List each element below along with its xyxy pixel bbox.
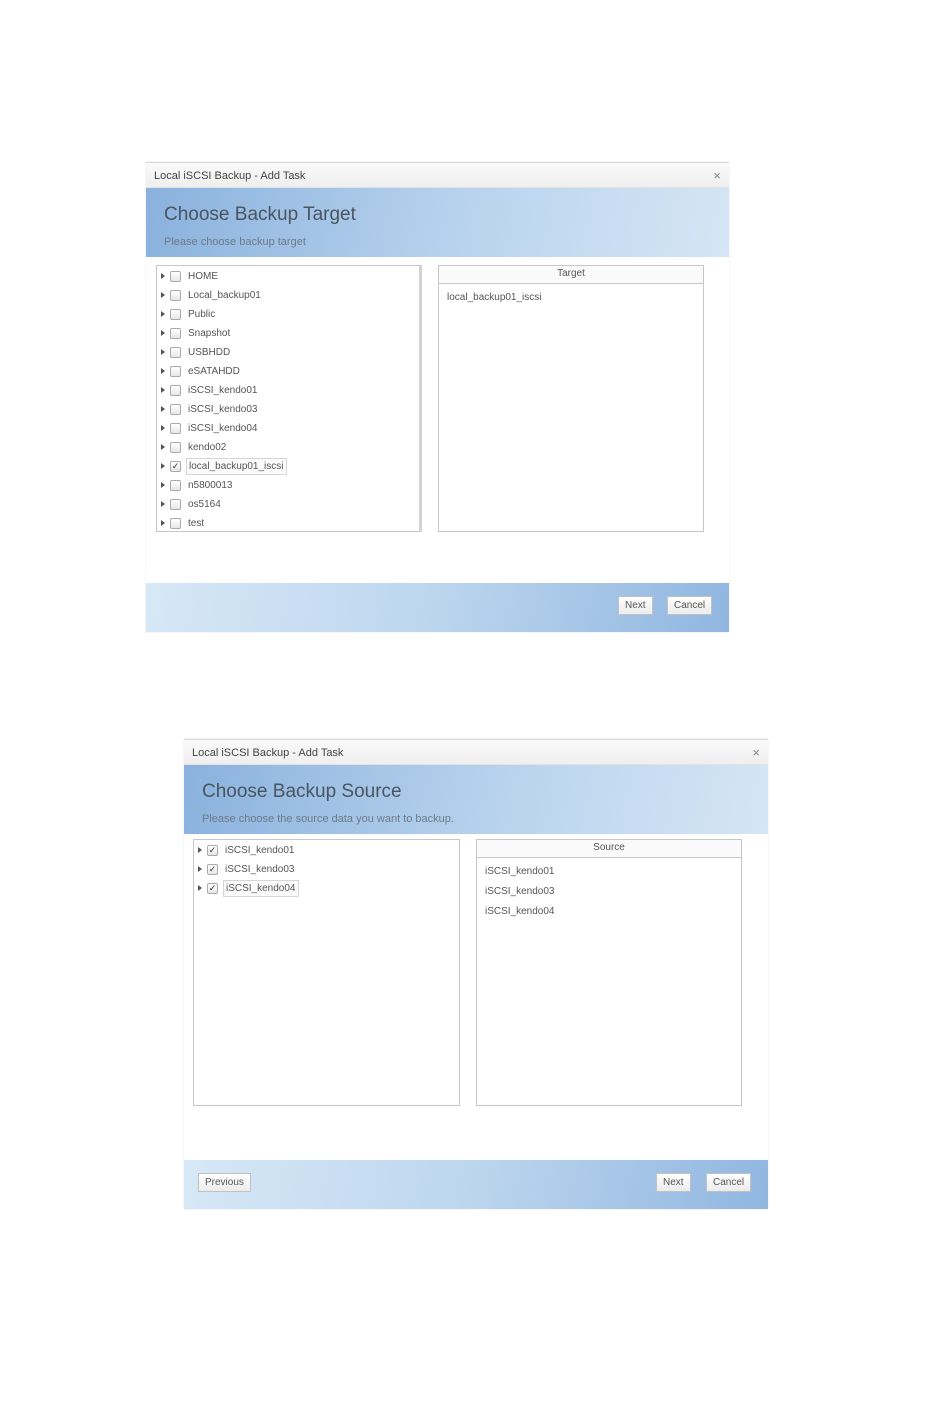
tree-item-label[interactable]: iSCSI_kendo04 — [223, 880, 299, 897]
expand-arrow-icon[interactable] — [161, 425, 165, 431]
tree-item-checkbox[interactable] — [170, 404, 181, 415]
dialog-titlebar — [184, 739, 768, 765]
tree-item-label[interactable]: local_backup01_iscsi — [186, 458, 287, 475]
tree-item-label[interactable]: HOME — [188, 271, 218, 282]
tree-item-checkbox[interactable]: ✓ — [208, 845, 217, 855]
source-list — [477, 858, 741, 922]
tree-item-checkbox[interactable] — [170, 518, 181, 529]
target-column-header: Target — [439, 266, 703, 284]
tree-item-label[interactable]: iSCSI_kendo01 — [225, 845, 295, 856]
tree-item[interactable] — [157, 343, 419, 362]
next-button[interactable]: Next — [618, 596, 653, 615]
volume-tree-panel[interactable] — [193, 839, 460, 1106]
target-list-panel — [438, 265, 704, 532]
close-icon[interactable]: × — [752, 745, 760, 760]
list-item: iSCSI_kendo01 — [485, 866, 555, 877]
tree-item[interactable] — [157, 457, 419, 476]
expand-arrow-icon[interactable] — [161, 368, 165, 374]
tree-item[interactable] — [157, 362, 419, 381]
expand-arrow-icon[interactable] — [161, 501, 165, 507]
tree-item-label[interactable]: iSCSI_kendo01 — [188, 385, 258, 396]
tree-item[interactable] — [157, 400, 419, 419]
dialog-footer — [184, 1160, 768, 1209]
expand-arrow-icon[interactable] — [161, 482, 165, 488]
dialog-heading: Choose Backup Target — [164, 204, 356, 225]
tree-item-label[interactable]: eSATAHDD — [188, 366, 240, 377]
tree-item-checkbox[interactable] — [170, 499, 181, 510]
tree-item-checkbox[interactable] — [170, 290, 181, 301]
expand-arrow-icon[interactable] — [161, 520, 165, 526]
tree-item[interactable] — [157, 324, 419, 343]
list-item: iSCSI_kendo04 — [485, 906, 555, 917]
cancel-button[interactable]: Cancel — [667, 596, 712, 615]
list-item: local_backup01_iscsi — [447, 292, 542, 303]
backup-source-dialog — [184, 739, 768, 1209]
dialog-subheading: Please choose backup target — [164, 236, 306, 248]
tree-item-checkbox[interactable] — [170, 309, 181, 320]
expand-arrow-icon[interactable] — [161, 387, 165, 393]
tree-item-checkbox[interactable] — [170, 423, 181, 434]
tree-item-label[interactable]: test — [188, 518, 205, 529]
list-item: iSCSI_kendo03 — [485, 886, 555, 897]
tree-item[interactable] — [157, 286, 419, 305]
expand-arrow-icon[interactable] — [161, 311, 165, 317]
tree-item[interactable] — [157, 305, 419, 324]
tree-item-checkbox[interactable] — [170, 442, 181, 453]
dialog-banner — [146, 188, 729, 257]
expand-arrow-icon[interactable] — [161, 463, 165, 469]
dialog-title: Local iSCSI Backup - Add Task — [154, 170, 306, 182]
tree-item[interactable] — [194, 860, 459, 879]
expand-arrow-icon[interactable] — [161, 273, 165, 279]
tree-item-checkbox[interactable]: ✓ — [208, 864, 217, 874]
tree-item-label[interactable]: Local_backup01 — [188, 290, 261, 301]
dialog-titlebar — [146, 162, 729, 188]
tree-item-label[interactable]: n5800013 — [188, 480, 233, 491]
source-list-panel — [476, 839, 742, 1106]
tree-item[interactable] — [157, 381, 419, 400]
tree-item-label[interactable]: iSCSI_kendo03 — [188, 404, 258, 415]
dialog-footer — [146, 583, 729, 632]
cancel-button[interactable]: Cancel — [706, 1173, 751, 1192]
tree-item-checkbox[interactable] — [170, 347, 181, 358]
dialog-title: Local iSCSI Backup - Add Task — [192, 747, 344, 759]
backup-target-dialog — [146, 162, 729, 632]
tree-item[interactable] — [157, 476, 419, 495]
close-icon[interactable]: × — [713, 168, 721, 183]
tree-item-checkbox[interactable]: ✓ — [171, 461, 180, 471]
tree-item-label[interactable]: Snapshot — [188, 328, 231, 339]
tree-item-checkbox[interactable] — [170, 328, 181, 339]
dialog-subheading: Please choose the source data you want to backup. — [202, 813, 454, 825]
source-column-header: Source — [477, 840, 741, 858]
tree-item-label[interactable]: kendo02 — [188, 442, 227, 453]
tree-item-label[interactable]: iSCSI_kendo04 — [188, 423, 258, 434]
dialog-banner — [184, 765, 768, 834]
tree-item-label[interactable]: USBHDD — [188, 347, 231, 358]
expand-arrow-icon[interactable] — [198, 866, 202, 872]
tree-item-label[interactable]: Public — [188, 309, 216, 320]
tree-item-checkbox[interactable] — [170, 385, 181, 396]
tree-item-label[interactable]: iSCSI_kendo03 — [225, 864, 295, 875]
expand-arrow-icon[interactable] — [161, 444, 165, 450]
tree-item-label[interactable]: os5164 — [188, 499, 221, 510]
expand-arrow-icon[interactable] — [198, 885, 202, 891]
tree-item[interactable] — [157, 514, 419, 533]
next-button[interactable]: Next — [656, 1173, 691, 1192]
tree-item[interactable] — [157, 495, 419, 514]
tree-item-checkbox[interactable]: ✓ — [208, 883, 217, 893]
tree-item[interactable] — [194, 879, 459, 898]
dialog-heading: Choose Backup Source — [202, 781, 402, 802]
previous-button[interactable]: Previous — [198, 1173, 251, 1192]
tree-item[interactable] — [194, 841, 459, 860]
folder-tree-panel[interactable] — [156, 265, 422, 532]
tree-item[interactable] — [157, 267, 419, 286]
tree-item-checkbox[interactable] — [170, 271, 181, 282]
target-list — [439, 284, 703, 308]
expand-arrow-icon[interactable] — [161, 292, 165, 298]
expand-arrow-icon[interactable] — [161, 349, 165, 355]
tree-item[interactable] — [157, 438, 419, 457]
expand-arrow-icon[interactable] — [161, 330, 165, 336]
expand-arrow-icon[interactable] — [198, 847, 202, 853]
tree-item-checkbox[interactable] — [170, 366, 181, 377]
expand-arrow-icon[interactable] — [161, 406, 165, 412]
tree-item[interactable] — [157, 419, 419, 438]
tree-item-checkbox[interactable] — [170, 480, 181, 491]
